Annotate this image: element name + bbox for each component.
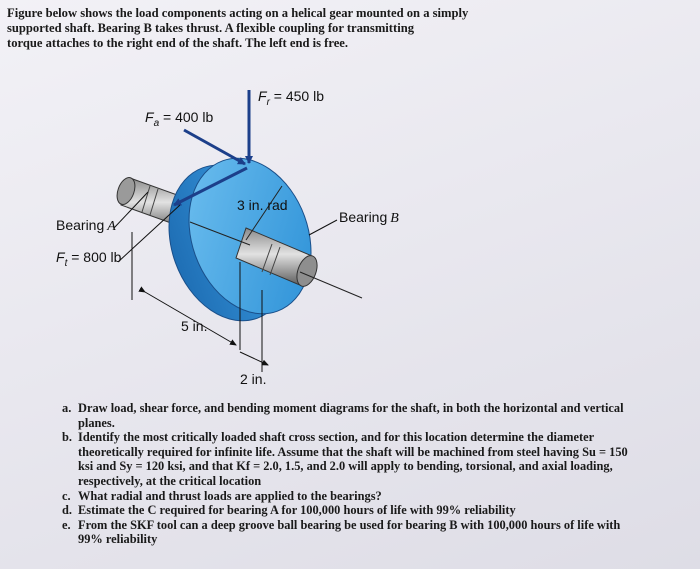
dimension-2in [240, 352, 268, 365]
intro-line: Figure below shows the load components acting on a helical gear mounted on a simply [7, 6, 469, 20]
question-line: planes. [78, 415, 115, 430]
question-letter: a. [62, 401, 72, 415]
dimension-5in-label: 5 in. [181, 318, 208, 334]
question-item [62, 401, 692, 430]
question-line: respectively, at the critical location [78, 473, 262, 488]
question-letter: d. [62, 503, 72, 518]
bearing-b-leader [309, 220, 337, 235]
gear-radius-label: 3 in. rad [237, 197, 288, 213]
question-line: What radial and thrust loads are applied to the bearings? [78, 488, 382, 503]
question-line: Estimate the C required for bearing A for 100,000 hours of life with 99% reliability [78, 503, 516, 518]
axial-force-arrow [184, 130, 245, 164]
question-line: Identify the most critically loaded shaft cross section, and for this location determine the diameter [78, 430, 595, 445]
question-line: From the SKF tool can a deep groove ball bearing be used for bearing B with 100,000 hours of life with [78, 517, 621, 532]
question-item [62, 518, 692, 547]
question-item [62, 489, 692, 504]
question-letter: b. [62, 430, 72, 445]
question-item [62, 430, 692, 488]
bearing-b-label: Bearing B [339, 209, 399, 226]
intro-line: torque attaches to the right end of the shaft. The left end is free. [7, 36, 349, 50]
intro-line: supported shaft. Bearing B takes thrust. A flexible coupling for transmitting [7, 21, 414, 35]
question-line: ksi and Sy = 120 ksi, and that Kf = 2.0, 1.5, and 2.0 will apply to bending, torsional, and axial loading, [78, 459, 613, 474]
question-line: theoretically required for infinite life. Assume that the shaft will be machined from steel having Su = 150 [78, 444, 628, 459]
question-list [62, 401, 692, 547]
shaft-centerline [300, 272, 362, 298]
question-item [62, 503, 692, 518]
question-line: Draw load, shear force, and bending moment diagrams for the shaft, in both the horizontal and vertical [78, 401, 624, 415]
tangential-force-label: $F_t = 800$ lb [56, 249, 122, 269]
question-line: 99% reliability [78, 532, 158, 547]
bearing-a-label: Bearing A [56, 217, 116, 234]
radial-force-label: $F_r = 450$ lb [258, 88, 325, 108]
question-letter: e. [62, 517, 71, 532]
axial-force-label: $F_a = 400$ lb [145, 109, 214, 129]
dimension-2in-label: 2 in. [240, 371, 267, 387]
question-letter: c. [62, 488, 71, 503]
